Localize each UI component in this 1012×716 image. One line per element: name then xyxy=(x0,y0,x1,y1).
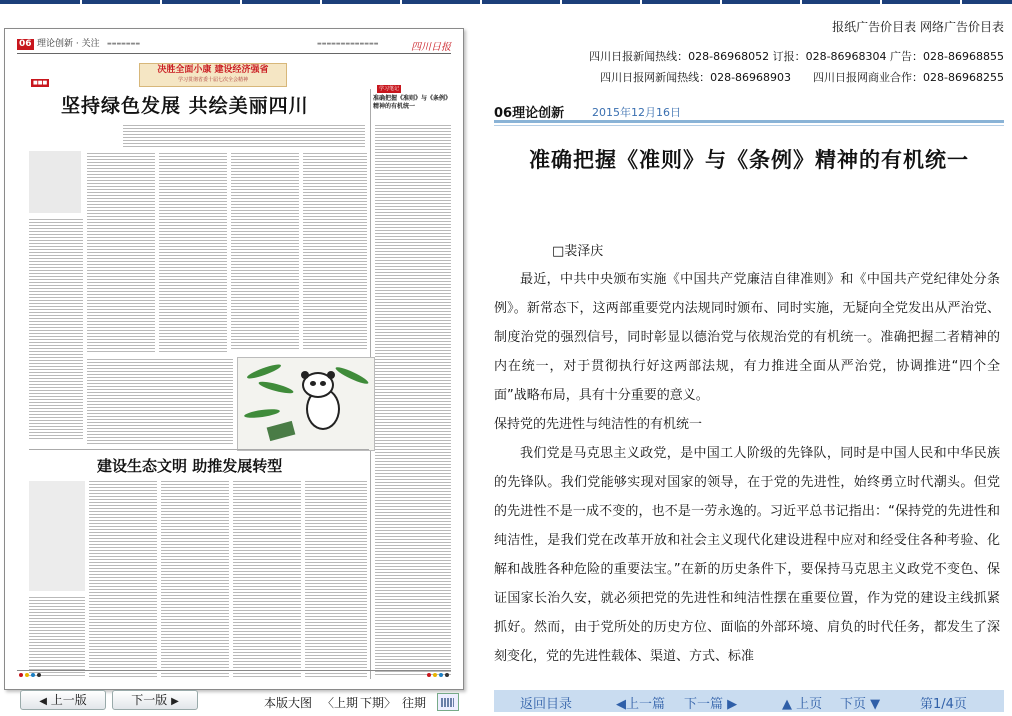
prev-page-button[interactable] xyxy=(20,690,106,710)
page-section-name: 理论创新 · 关注 xyxy=(37,39,100,49)
text-column-1 xyxy=(87,153,155,353)
banner-line-1: 决胜全面小康 建设经济强省 xyxy=(157,65,269,75)
next-page-link[interactable]: 下页 ▼ xyxy=(840,697,881,712)
article-paragraph: 我们党是马克思主义政党，是中国工人阶级的先锋队，同时是中国人民和中华民族的先锋队。我们党能够实现对国家的领导，在于党的先进性，始终勇立时代潮头。但党的先进性不是一成不变的，也不是一劳永逸的。习近平总书记指出：“保持党的先进性和纯洁性，是我们党在改革开放和社会主义现代化建设进程中应对和经受住各种考验、化解和战胜各种危险的重要法宝。”在新的历史条件下，要保持马克思主义政党不变色、保证国家长治久安，就必须把党的先进性和纯洁性摆在重要位置，作为党的建设主线抓紧抓好。然而，由于党所处的历史方位、面临的外部环境、肩负的时代任务，都发生了深刻变化，党的先进性载体、渠道、方式、标准 xyxy=(494,446,1000,664)
side-article-title-text: 准确把握《准则》与《条例》精神的有机统一 xyxy=(373,95,452,110)
section-bar xyxy=(494,100,1004,123)
bamboo-leaf-icon xyxy=(258,379,295,395)
article-nav-bar xyxy=(494,690,1004,712)
theme-banner[interactable] xyxy=(139,63,287,87)
panda-head-shape xyxy=(302,372,334,398)
web-ad-link[interactable]: 网络广告价目表 xyxy=(919,20,1004,34)
paper-ad-link[interactable]: 报纸广告价目表 xyxy=(832,20,917,34)
triangle-right-icon: ▶ xyxy=(171,696,179,707)
banner-line-2: 学习贯彻省委十届七次全会精神 xyxy=(177,77,248,83)
section-divider-line xyxy=(494,125,1004,126)
text-column-6 xyxy=(161,481,229,677)
next-article-link[interactable]: 下一篇 ▶ xyxy=(684,697,738,712)
triangle-left-icon: ◀ xyxy=(39,696,47,707)
ad-links xyxy=(832,18,1004,35)
text-column-0 xyxy=(29,219,83,439)
article-body xyxy=(494,265,1000,683)
section-date: 2015年12月16日 xyxy=(592,106,681,119)
panda-illustration[interactable] xyxy=(237,357,375,451)
text-column-8 xyxy=(305,481,367,677)
section-divider xyxy=(29,449,369,450)
prev-article-link[interactable]: ◀上一篇 xyxy=(616,697,665,712)
big-view-link[interactable]: 本版大图 xyxy=(264,696,313,710)
past-issues-label: 往期 xyxy=(402,696,427,710)
next-page-button[interactable] xyxy=(112,690,198,710)
text-column-7 xyxy=(233,481,301,677)
article-title: 准确把握《准则》与《条例》精神的有机统一 xyxy=(529,147,969,172)
bamboo-leaf-icon xyxy=(334,365,370,387)
side-article-title[interactable] xyxy=(373,95,451,111)
prev-issue-link[interactable]: 〈上期 xyxy=(322,696,359,710)
text-column-3 xyxy=(231,153,299,351)
lead-text-block xyxy=(123,125,365,147)
summary-box xyxy=(29,151,81,213)
section-name: 06理论创新 xyxy=(494,106,565,121)
side-article-text xyxy=(375,125,451,677)
bamboo-leaf-icon xyxy=(246,362,282,381)
text-column-9 xyxy=(29,597,85,677)
page-meta-small: ▬▬▬▬▬▬▬▬▬▬▬▬▬ xyxy=(317,41,379,47)
article-paragraph: 最近，中共中央颁布实施《中国共产党廉洁自律准则》和《中国共产党纪律处分条例》。新常态下，这两部重要党内法规同时颁布、同时实施，无疑向全党发出从严治党、制度治党的强烈信号，同时彰显以德治党与依规治党的有机统一。准确把握二者精神的内在统一，对于贯彻执行好这两部法规，有力推进全面从严治党，协调推进“四个全面”战略布局，具有十分重要的意义。 xyxy=(494,272,1000,403)
calendar-icon[interactable] xyxy=(437,693,459,711)
text-column-5 xyxy=(89,481,157,677)
next-page-label: 下一版 xyxy=(131,693,168,707)
side-column-tag: 学习笔记 xyxy=(379,86,400,92)
newspaper-page-footer xyxy=(17,670,451,679)
prev-page-link[interactable]: ▲ 上页 xyxy=(782,697,823,712)
intro-box xyxy=(29,481,85,591)
prev-page-label: 上一版 xyxy=(50,693,87,707)
newspaper-page-header xyxy=(17,37,451,54)
newspaper-page-thumbnail[interactable] xyxy=(4,28,464,690)
text-column-4 xyxy=(303,153,367,351)
page-indicator: 第1/4页 xyxy=(920,697,967,712)
book-shape xyxy=(267,421,296,441)
headline-ecological-civilization[interactable]: 建设生态文明 助推发展转型 xyxy=(97,457,283,475)
top-strip xyxy=(0,0,1012,4)
back-to-index-link[interactable]: 返回目录 xyxy=(520,697,573,712)
column-tag: ■■■ xyxy=(33,80,48,86)
page-date-small: ▬▬▬▬▬▬▬ xyxy=(107,41,141,47)
page-number-badge: 06 xyxy=(19,39,32,49)
bamboo-leaf-icon xyxy=(244,408,281,420)
hotline-1: 四川日报新闻热线：028-86968052 订报：028-86968304 广告：028-86968855 xyxy=(589,50,1004,63)
hotline-2: 四川日报网新闻热线：028-86968903 四川日报网商业合作：028-86968255 xyxy=(600,71,1004,84)
text-column-lower xyxy=(87,359,233,445)
next-issue-link[interactable]: 下期〉 xyxy=(360,696,397,710)
article-author: □裴泽庆 xyxy=(552,244,604,259)
masthead-logo: 四川日报 xyxy=(411,42,451,53)
headline-green-development[interactable]: 坚持绿色发展 共绘美丽四川 xyxy=(61,95,309,117)
text-column-2 xyxy=(159,153,227,353)
article-subheading: 保持党的先进性与纯洁性的有机统一 xyxy=(494,417,703,432)
